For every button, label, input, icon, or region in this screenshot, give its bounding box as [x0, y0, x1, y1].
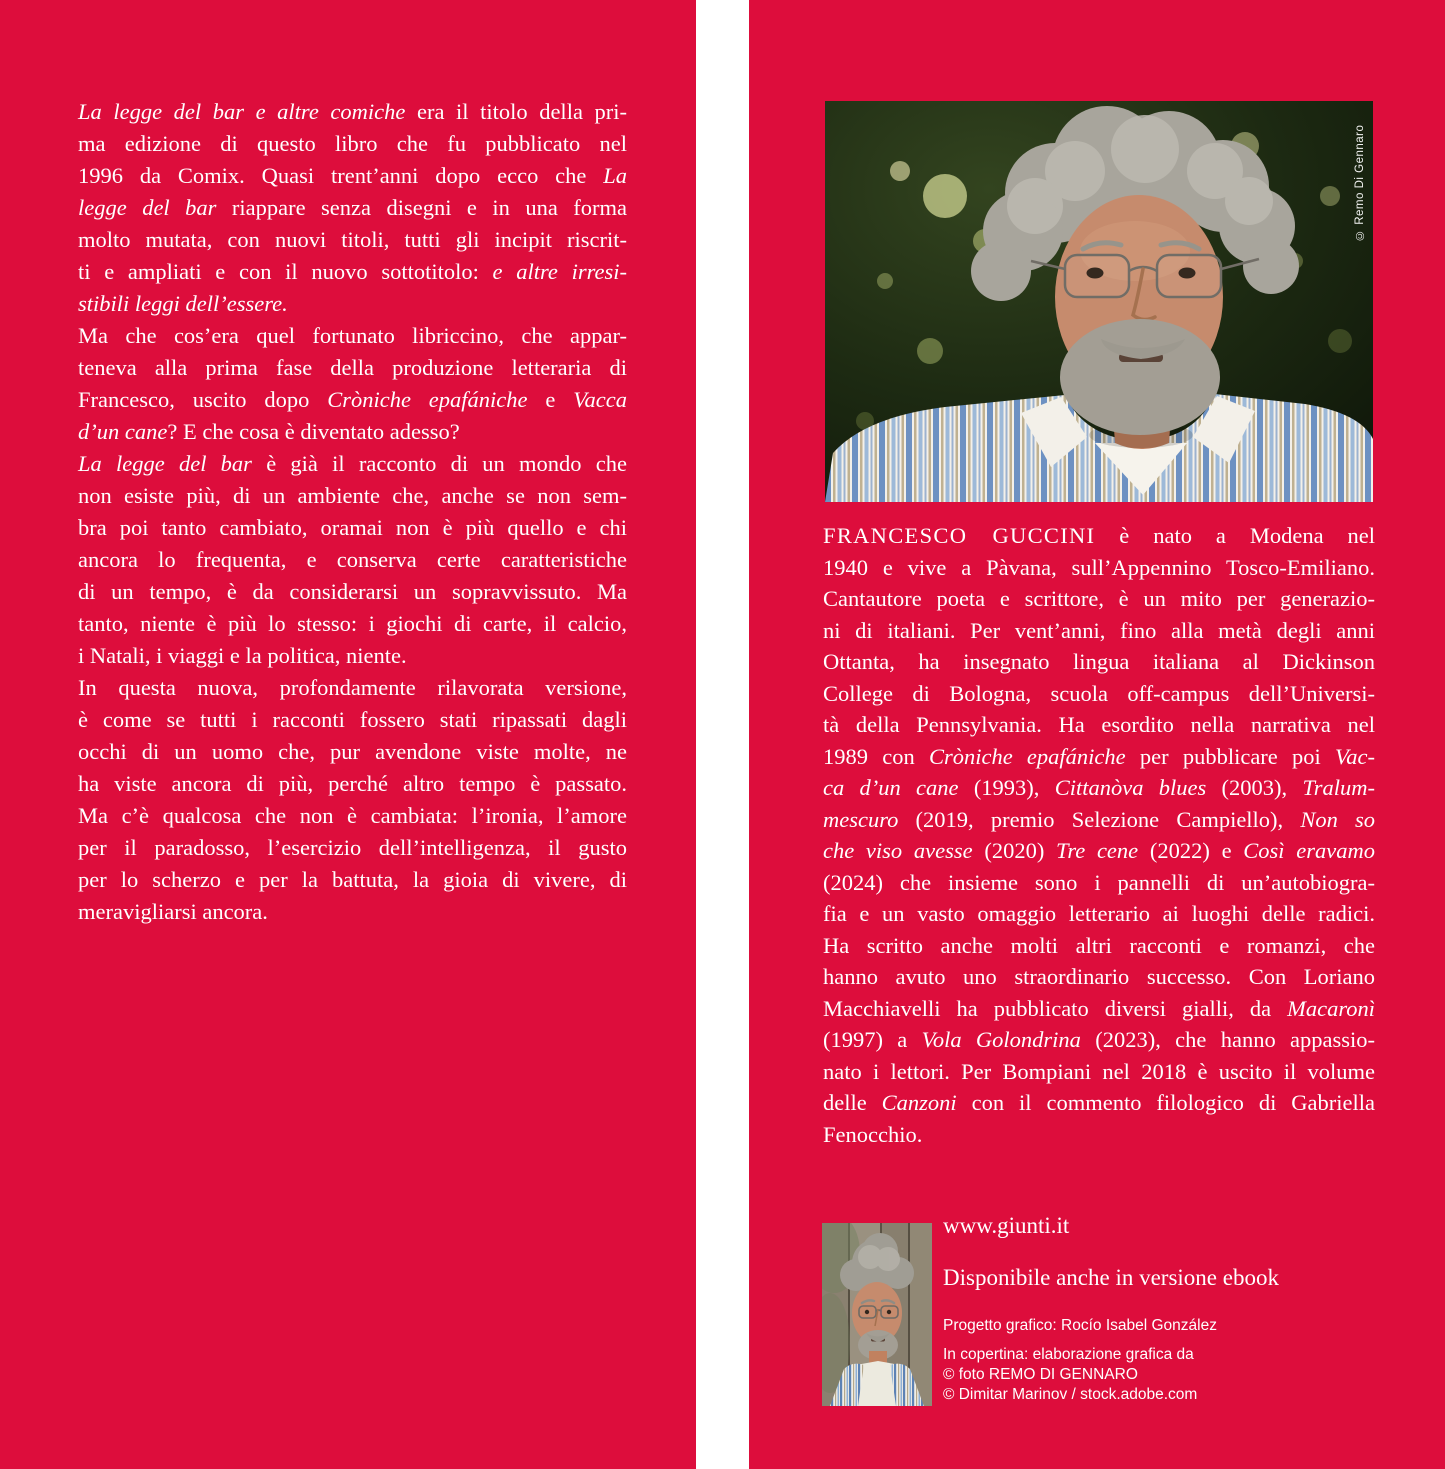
text-line: non esiste più, di un ambiente che, anche se non sem-: [78, 483, 627, 508]
text-line: nato i lettori. Per Bompiani nel 2018 è uscito il volume: [823, 1058, 1375, 1084]
author-photo-large: [825, 101, 1373, 502]
credit-line: © foto REMO DI GENNARO: [943, 1366, 1138, 1383]
author-bio: [823, 520, 1375, 1150]
text-line: meravigliarsi ancora.: [78, 899, 268, 924]
text-line: di un tempo, è da considerarsi un sopravvissuto. Ma: [78, 579, 627, 604]
text-line: (2024) che insieme sono i pannelli di un’autobiogra-: [823, 869, 1375, 895]
text-line: ti e ampliati e con il nuovo sottotitolo: e altre irresi-: [78, 259, 628, 284]
design-credits: [943, 1316, 1217, 1405]
text-line: (1997) a Vola Golondrina (2023), che hanno appassio-: [823, 1027, 1375, 1052]
text-line: che viso avesse (2020) Tre cene (2022) e Così eravamo: [823, 838, 1375, 863]
text-line: Ha scritto anche molti altri racconti e romanzi, che: [823, 932, 1375, 958]
credit-line: Progetto grafico: Rocío Isabel González: [943, 1317, 1217, 1334]
credit-line: In copertina: elaborazione grafica da: [943, 1346, 1194, 1363]
text-line: per lo scherzo e per la battuta, la gioia di vivere, di: [78, 867, 627, 892]
left-flap-blurb: [78, 96, 627, 928]
text-line: In questa nuova, profondamente rilavorata versione,: [78, 675, 627, 700]
text-line: stibili leggi dell’essere.: [78, 291, 288, 316]
text-line: FRANCESCO GUCCINI è nato a Modena nel: [823, 523, 1375, 548]
text-line: Ottanta, ha insegnato lingua italiana al Dickinson: [823, 649, 1375, 674]
text-line: per il paradosso, l’esercizio dell’intelligenza, il gusto: [78, 835, 627, 860]
text-line: ni di italiani. Per vent’anni, fino alla metà degli anni: [823, 617, 1375, 643]
text-line: Ma che cos’era quel fortunato libriccino, che appar-: [78, 323, 627, 348]
text-line: tà della Pennsylvania. Ha esordito nella narrativa nel: [823, 712, 1375, 737]
publisher-website: www.giunti.it: [943, 1213, 1070, 1238]
text-line: 1996 da Comix. Quasi trent’anni dopo ecco che La: [78, 163, 627, 188]
text-line: d’un cane? E che cosa è diventato adesso?: [78, 419, 460, 444]
text-line: è come se tutti i racconti fossero stati ripassati dagli: [78, 707, 627, 732]
text-line: Fenocchio.: [823, 1121, 923, 1147]
text-line: mescuro (2019, premio Selezione Campiello), Non so: [823, 806, 1375, 832]
photo-credit: © Remo Di Gennaro: [1354, 124, 1366, 241]
text-line: tanto, niente è più lo stesso: i giochi di carte, il calcio,: [78, 611, 627, 636]
text-line: delle Canzoni con il commento filologico di Gabriella: [823, 1090, 1375, 1115]
text-line: ma edizione di questo libro che fu pubblicato nel: [78, 131, 627, 156]
text-line: Macchiavelli ha pubblicato diversi gialli, da Macaronì: [823, 995, 1375, 1021]
text-line: occhi di un uomo che, pur avendone viste molte, ne: [78, 739, 627, 764]
text-line: College di Bologna, scuola off-campus dell’Universi-: [823, 680, 1375, 706]
text-line: hanno avuto uno straordinario successo. Con Loriano: [823, 964, 1375, 989]
text-line: molto mutata, con nuovi titoli, tutti gli incipit riscrit-: [78, 227, 627, 252]
author-photo-small: [822, 1223, 932, 1406]
left-flap-panel: [0, 0, 696, 1469]
text-line: i Natali, i viaggi e la politica, niente.: [78, 643, 407, 668]
text-line: Francesco, uscito dopo Cròniche epafániche e Vacca: [78, 387, 627, 412]
text-line: Cantautore poeta e scrittore, è un mito per generazio-: [823, 586, 1375, 611]
text-line: 1940 e vive a Pàvana, sull’Appennino Tosco-Emiliano.: [823, 554, 1375, 580]
text-line: ancora lo frequenta, e conserva certe caratteristiche: [78, 547, 627, 572]
text-line: 1989 con Cròniche epafániche per pubblicare poi Vac-: [823, 743, 1375, 769]
author-photo-small-illustration: [822, 1223, 932, 1406]
text-line: legge del bar riappare senza disegni e in una forma: [78, 195, 628, 220]
ebook-availability-note: Disponibile anche in versione ebook: [943, 1265, 1279, 1290]
text-line: Ma c’è qualcosa che non è cambiata: l’ironia, l’amore: [78, 803, 627, 828]
credit-line: © Dimitar Marinov / stock.adobe.com: [943, 1386, 1198, 1403]
text-line: bra poi tanto cambiato, oramai non è più quello e chi: [78, 515, 627, 540]
text-line: ha viste ancora di più, perché altro tempo è passato.: [78, 771, 627, 796]
text-line: La legge del bar e altre comiche era il titolo della pri-: [78, 99, 628, 124]
text-line: teneva alla prima fase della produzione letteraria di: [78, 355, 627, 380]
text-line: fia e un vasto omaggio letterario ai luoghi delle radici.: [823, 901, 1375, 926]
author-photo-large-illustration: [825, 101, 1373, 502]
text-line: ca d’un cane (1993), Cittanòva blues (2003), Tralum-: [823, 775, 1375, 800]
text-line: La legge del bar è già il racconto di un mondo che: [78, 451, 628, 476]
right-flap-panel: [749, 0, 1445, 1469]
